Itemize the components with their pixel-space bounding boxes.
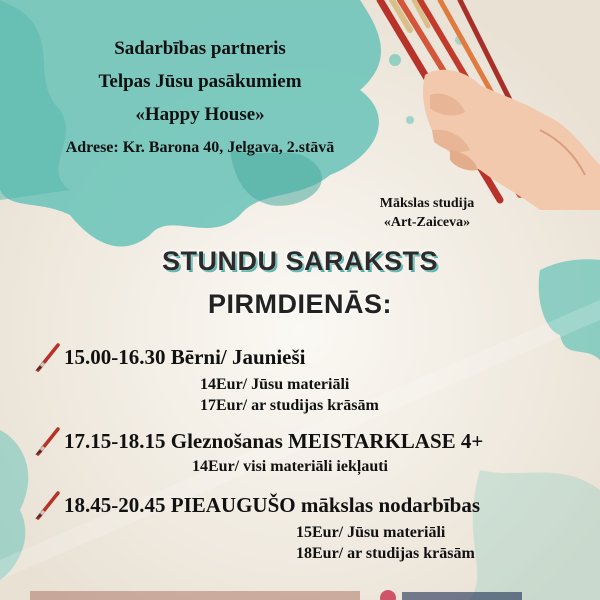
paintbrush-icon <box>32 342 62 372</box>
schedule-item-adults <box>32 490 480 564</box>
studio-title: «Art-Zaiceva» <box>383 215 471 230</box>
schedule-title: STUNDU SARAKSTS <box>161 246 438 276</box>
item-price: 14Eur/ visi materiāli iekļauti <box>192 458 388 475</box>
item-price: 15Eur/ Jūsu materiāli <box>296 524 446 541</box>
venue-address: Adrese: Kr. Barona 40, Jelgava, 2.stāvā <box>65 139 335 156</box>
schedule-item-kids <box>32 342 379 416</box>
item-price: 17Eur/ ar studijas krāsām <box>200 397 379 414</box>
paintbrush-icon <box>32 426 62 456</box>
schedule-item-masterclass <box>32 426 483 477</box>
item-heading: 17.15-18.15 Gleznošanas MEISTARKLASE 4+ <box>64 429 484 453</box>
item-heading: 18.45-20.45 PIEAUGUŠO mākslas nodarbības <box>64 493 480 517</box>
footer-strip <box>0 588 600 600</box>
schedule-heading <box>0 246 600 320</box>
partner-info <box>30 32 370 164</box>
studio-label: Mākslas studija <box>379 196 475 211</box>
footer-decoration <box>0 589 600 600</box>
paintbrush-icon <box>32 490 62 520</box>
partner-label: Sadarbības partneris <box>114 38 286 59</box>
venue-name: «Happy House» <box>135 104 265 125</box>
item-price: 18Eur/ ar studijas krāsām <box>296 545 475 562</box>
schedule-day: PIRMDIENĀS: <box>207 289 392 319</box>
item-heading: 15.00-16.30 Bērni/ Jaunieši <box>64 345 306 369</box>
hand-holding-brushes-image <box>370 0 600 210</box>
studio-name <box>372 194 482 232</box>
item-price: 14Eur/ Jūsu materiāli <box>200 376 350 393</box>
venue-tagline: Telpas Jūsu pasākumiem <box>98 71 302 92</box>
